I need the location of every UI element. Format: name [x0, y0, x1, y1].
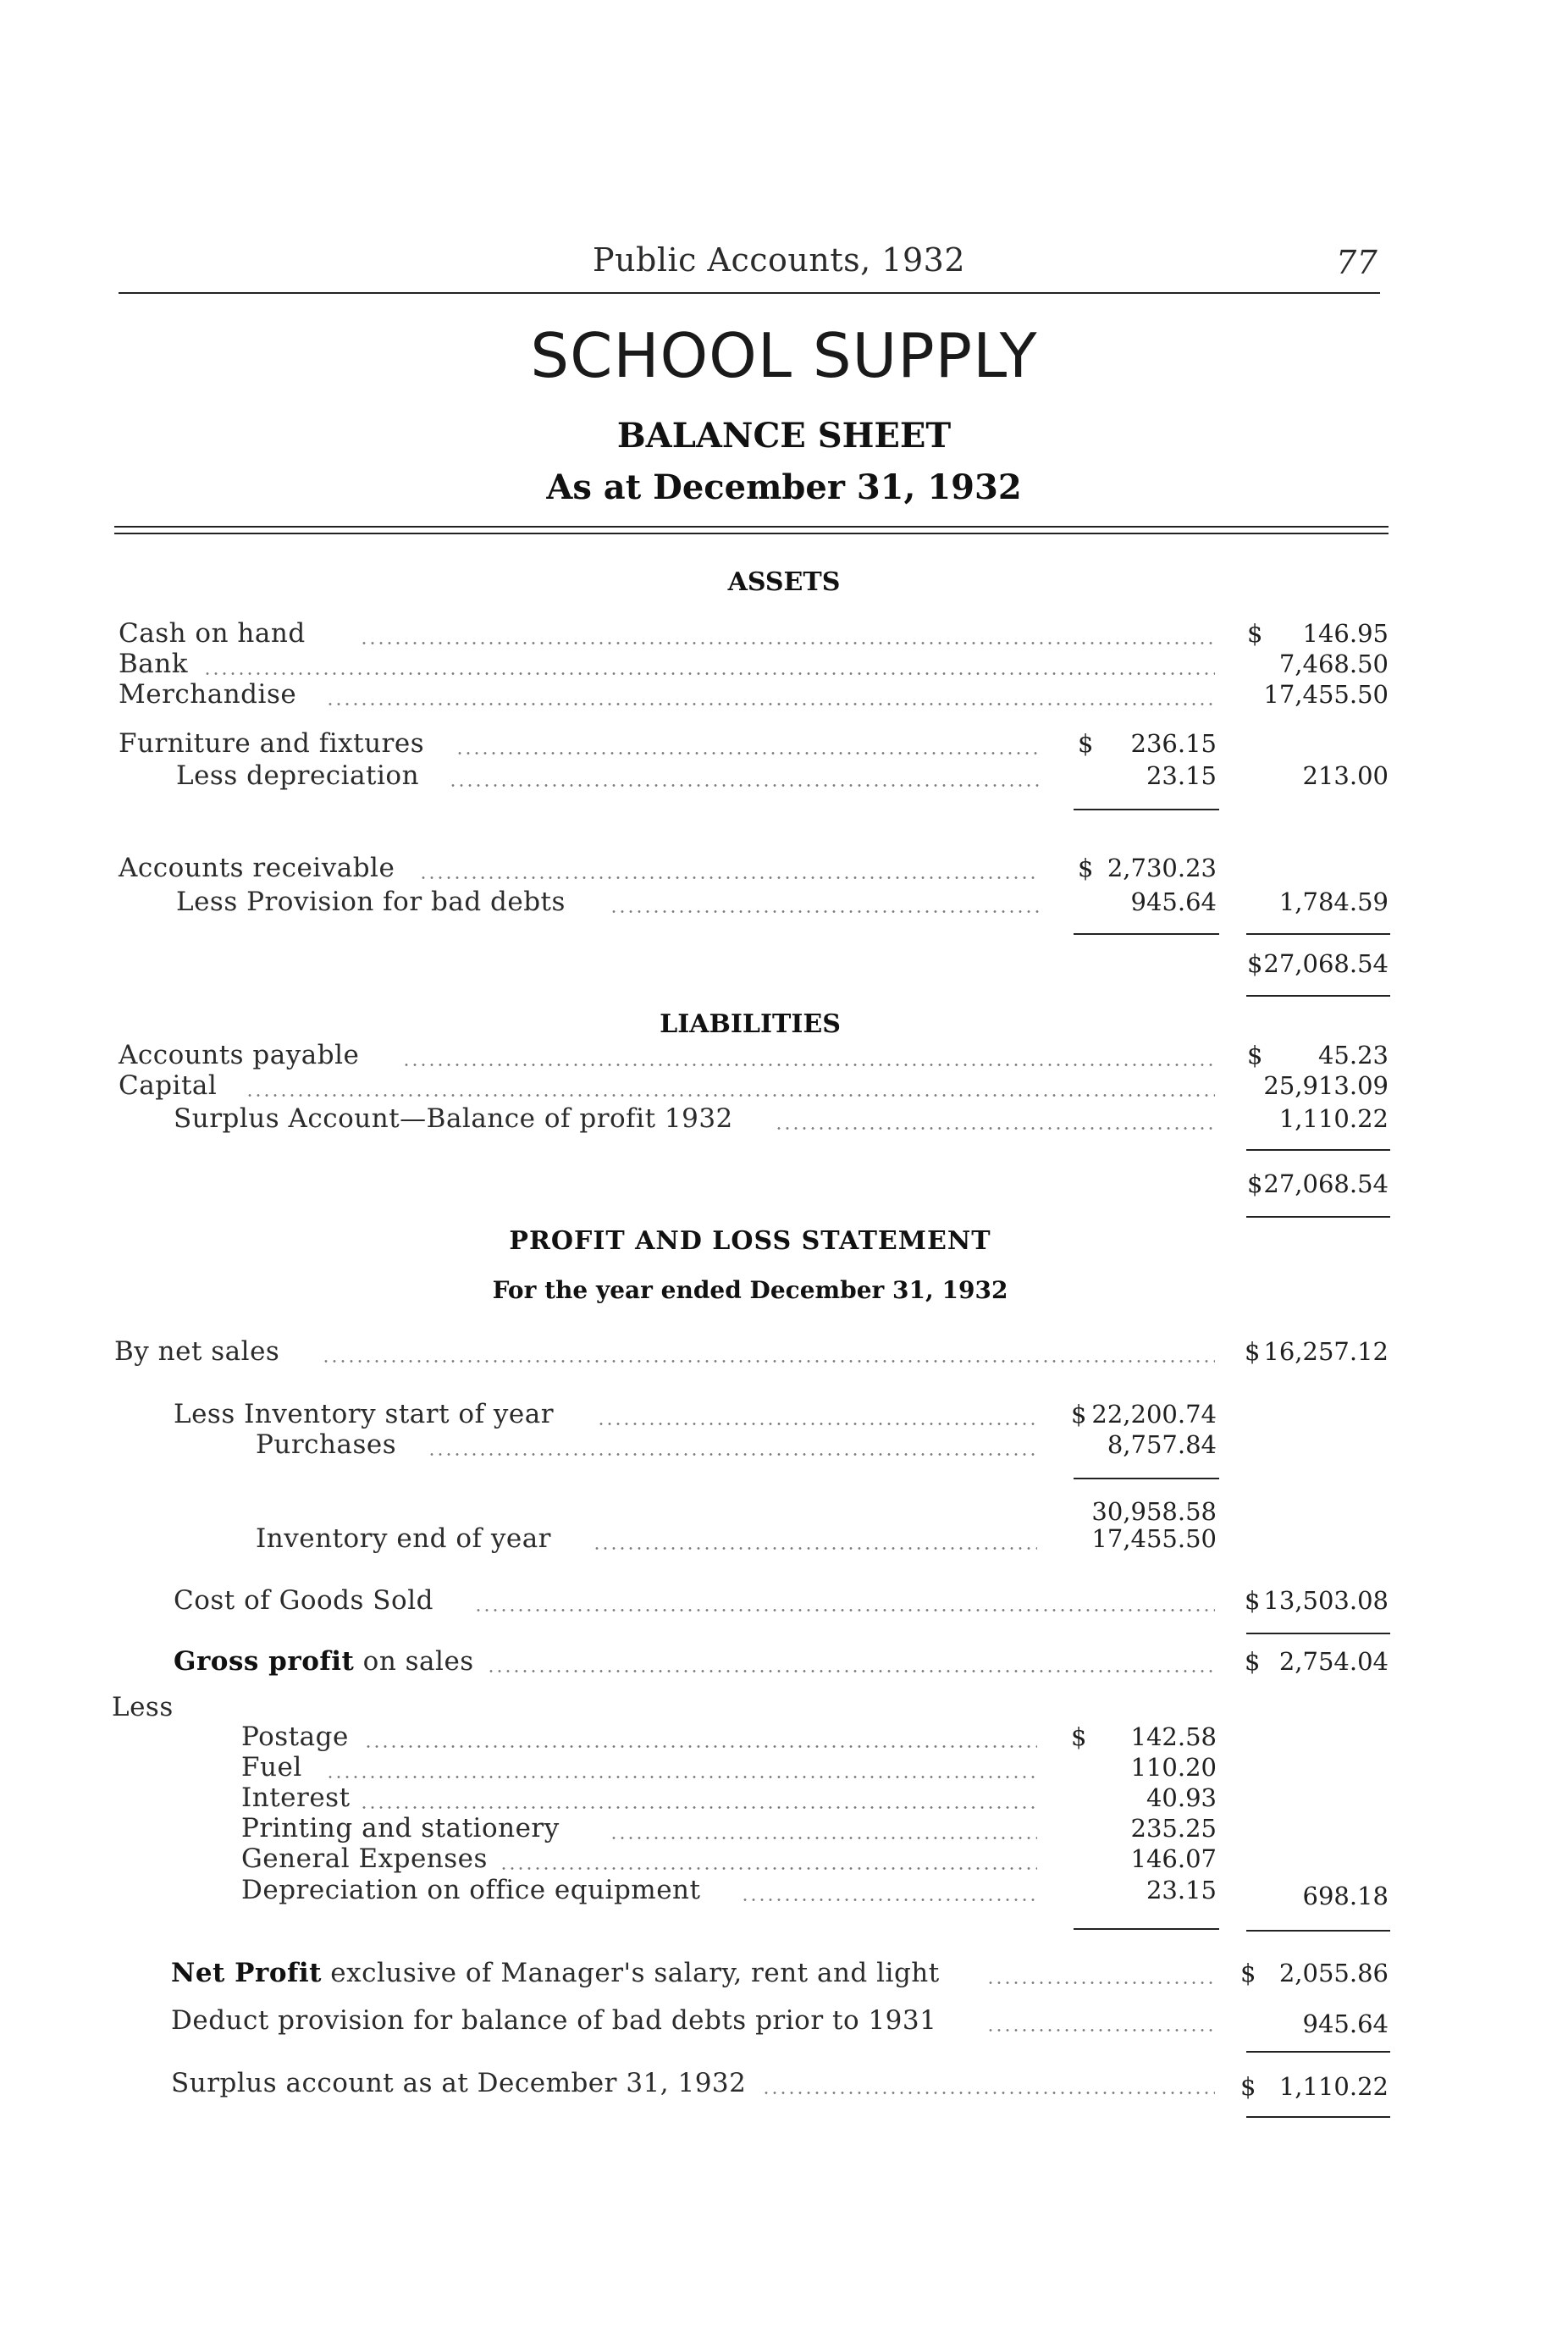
total-rule: [1246, 1216, 1390, 1218]
leader-dots: [326, 703, 1215, 705]
leader-dots: [364, 1745, 1037, 1748]
surplus-balance-label: Surplus Account—Balance of profit 1932: [174, 1103, 733, 1134]
currency-sign: $: [1247, 619, 1263, 648]
surplus-amount: 1,110.22: [1278, 2072, 1389, 2101]
page-number: 77: [1336, 244, 1378, 281]
section-rule-bottom: [114, 533, 1389, 534]
leader-dots: [360, 642, 1215, 644]
inventory-end-amount: 17,455.50: [1091, 1524, 1217, 1553]
gross-profit-label: [174, 1646, 474, 1677]
page-title: SCHOOL SUPPLY: [530, 320, 1038, 391]
net-profit-label: [171, 1958, 940, 1988]
furniture-label: Furniture and fixtures: [119, 728, 425, 759]
profit-loss-heading: PROFIT AND LOSS STATEMENT: [509, 1226, 991, 1256]
receivable-amount: 2,730.23: [1107, 854, 1217, 882]
bank-label: Bank: [119, 649, 189, 679]
expense-amount: 40.93: [1146, 1783, 1217, 1812]
expense-label: Fuel: [241, 1752, 302, 1783]
leader-dots: [246, 1094, 1215, 1097]
currency-sign: $: [1078, 854, 1094, 882]
leader-dots: [597, 1423, 1037, 1425]
currency-sign: $: [1245, 1586, 1261, 1615]
leader-dots: [402, 1064, 1215, 1066]
leader-dots: [762, 2092, 1215, 2094]
bad-debts-label: Less Provision for bad debts: [176, 887, 566, 917]
leader-dots: [741, 1899, 1037, 1901]
currency-sign: $: [1071, 1400, 1087, 1429]
purchases-amount: 8,757.84: [1107, 1430, 1217, 1459]
leader-dots: [593, 1547, 1037, 1550]
payable-label: Accounts payable: [119, 1040, 360, 1070]
cogs-label: Cost of Goods Sold: [174, 1585, 433, 1616]
merchandise-amount: 17,455.50: [1263, 680, 1389, 709]
subtotal-rule: [1074, 933, 1219, 935]
furniture-depreciation-label: Less depreciation: [176, 760, 420, 791]
leader-dots: [610, 1837, 1037, 1839]
currency-sign: $: [1247, 949, 1263, 978]
currency-sign: $: [1247, 1041, 1263, 1070]
leader-dots: [474, 1609, 1215, 1611]
leader-dots: [487, 1670, 1215, 1672]
gross-profit-amount: 2,754.04: [1278, 1647, 1389, 1676]
leader-dots: [203, 672, 1215, 675]
leader-dots: [322, 1360, 1215, 1362]
leader-dots: [775, 1127, 1215, 1130]
currency-sign: $: [1240, 1959, 1256, 1987]
inventory-start-label: Less Inventory start of year: [174, 1399, 555, 1429]
currency-sign: $: [1245, 1647, 1261, 1676]
net-profit-label-bold: Net Profit: [171, 1958, 322, 1988]
cash-on-hand-amount: 146.95: [1302, 619, 1389, 648]
subtotal-rule: [1074, 809, 1219, 810]
leader-dots: [986, 2029, 1215, 2031]
leader-dots: [419, 876, 1040, 879]
surplus-balance-amount: 1,110.22: [1278, 1104, 1389, 1133]
liabilities-heading: LIABILITIES: [660, 1009, 841, 1039]
leader-dots: [610, 910, 1040, 913]
payable-amount: 45.23: [1317, 1041, 1389, 1070]
merchandise-label: Merchandise: [119, 679, 297, 710]
expense-amount: 142.58: [1130, 1722, 1217, 1751]
column-rule: [1246, 1930, 1390, 1932]
header-rule: [119, 292, 1380, 294]
balance-sheet-heading: BALANCE SHEET: [616, 416, 952, 456]
balance-sheet-date: As at December 31, 1932: [546, 467, 1022, 507]
leader-dots: [428, 1453, 1037, 1456]
net-profit-label-rest: exclusive of Manager's salary, rent and light: [321, 1958, 940, 1988]
leader-dots: [500, 1867, 1037, 1870]
section-rule-top: [114, 526, 1389, 528]
inventory-start-amount: 22,200.74: [1091, 1400, 1217, 1429]
expenses-total-amount: 698.18: [1302, 1882, 1389, 1910]
net-sales-amount: 16,257.12: [1263, 1337, 1389, 1366]
expense-amount: 110.20: [1130, 1753, 1217, 1782]
expense-amount: 235.25: [1130, 1814, 1217, 1843]
running-title: Public Accounts, 1932: [593, 241, 966, 279]
inventory-subtotal-amount: 30,958.58: [1091, 1497, 1217, 1526]
furniture-amount: 236.15: [1130, 729, 1217, 758]
surplus-label: Surplus account as at December 31, 1932: [171, 2068, 747, 2098]
expense-label: General Expenses: [241, 1843, 488, 1874]
receivable-net-amount: 1,784.59: [1278, 887, 1389, 916]
expense-amount: 23.15: [1146, 1876, 1217, 1904]
total-rule: [1246, 2116, 1390, 2118]
currency-sign: $: [1240, 2072, 1256, 2101]
receivable-label: Accounts receivable: [119, 853, 395, 883]
profit-loss-subheading: For the year ended December 31, 1932: [492, 1276, 1008, 1304]
column-rule: [1246, 1633, 1390, 1634]
net-sales-label: By net sales: [114, 1336, 280, 1367]
bad-debts-amount: 945.64: [1130, 887, 1217, 916]
assets-heading: ASSETS: [727, 567, 841, 597]
less-label: Less: [112, 1692, 174, 1722]
leader-dots: [326, 1776, 1037, 1778]
column-rule: [1246, 933, 1390, 935]
expense-label: Printing and stationery: [241, 1813, 560, 1843]
expense-label: Interest: [241, 1783, 351, 1813]
expense-label: Postage: [241, 1722, 349, 1752]
currency-sign: $: [1078, 729, 1094, 758]
bank-amount: 7,468.50: [1278, 649, 1389, 678]
currency-sign: $: [1245, 1337, 1261, 1366]
capital-amount: 25,913.09: [1263, 1071, 1389, 1100]
expense-label: Depreciation on office equipment: [241, 1875, 701, 1905]
capital-label: Capital: [119, 1070, 218, 1101]
subtotal-rule: [1074, 1928, 1219, 1930]
expense-amount: 146.07: [1130, 1844, 1217, 1873]
cogs-amount: 13,503.08: [1263, 1586, 1389, 1615]
leader-dots: [360, 1806, 1037, 1809]
column-rule: [1246, 1149, 1390, 1151]
leader-dots: [986, 1982, 1215, 1984]
cash-on-hand-label: Cash on hand: [119, 618, 306, 649]
purchases-label: Purchases: [256, 1429, 397, 1460]
leader-dots: [455, 752, 1040, 754]
gross-profit-label-rest: on sales: [354, 1646, 474, 1677]
inventory-end-label: Inventory end of year: [256, 1523, 552, 1554]
deduct-label: Deduct provision for balance of bad debts prior to 1931: [171, 2005, 937, 2036]
net-profit-amount: 2,055.86: [1278, 1959, 1389, 1987]
total-rule: [1246, 995, 1390, 997]
leader-dots: [449, 784, 1040, 787]
currency-sign: $: [1247, 1169, 1263, 1198]
assets-total-amount: 27,068.54: [1263, 949, 1389, 978]
currency-sign: $: [1071, 1722, 1087, 1751]
deduct-amount: 945.64: [1302, 2009, 1389, 2038]
liabilities-total-amount: 27,068.54: [1263, 1169, 1389, 1198]
column-rule: [1246, 2051, 1390, 2053]
furniture-depreciation-amount: 23.15: [1146, 761, 1217, 790]
furniture-net-amount: 213.00: [1302, 761, 1389, 790]
subtotal-rule: [1074, 1478, 1219, 1479]
gross-profit-label-bold: Gross profit: [174, 1646, 355, 1677]
